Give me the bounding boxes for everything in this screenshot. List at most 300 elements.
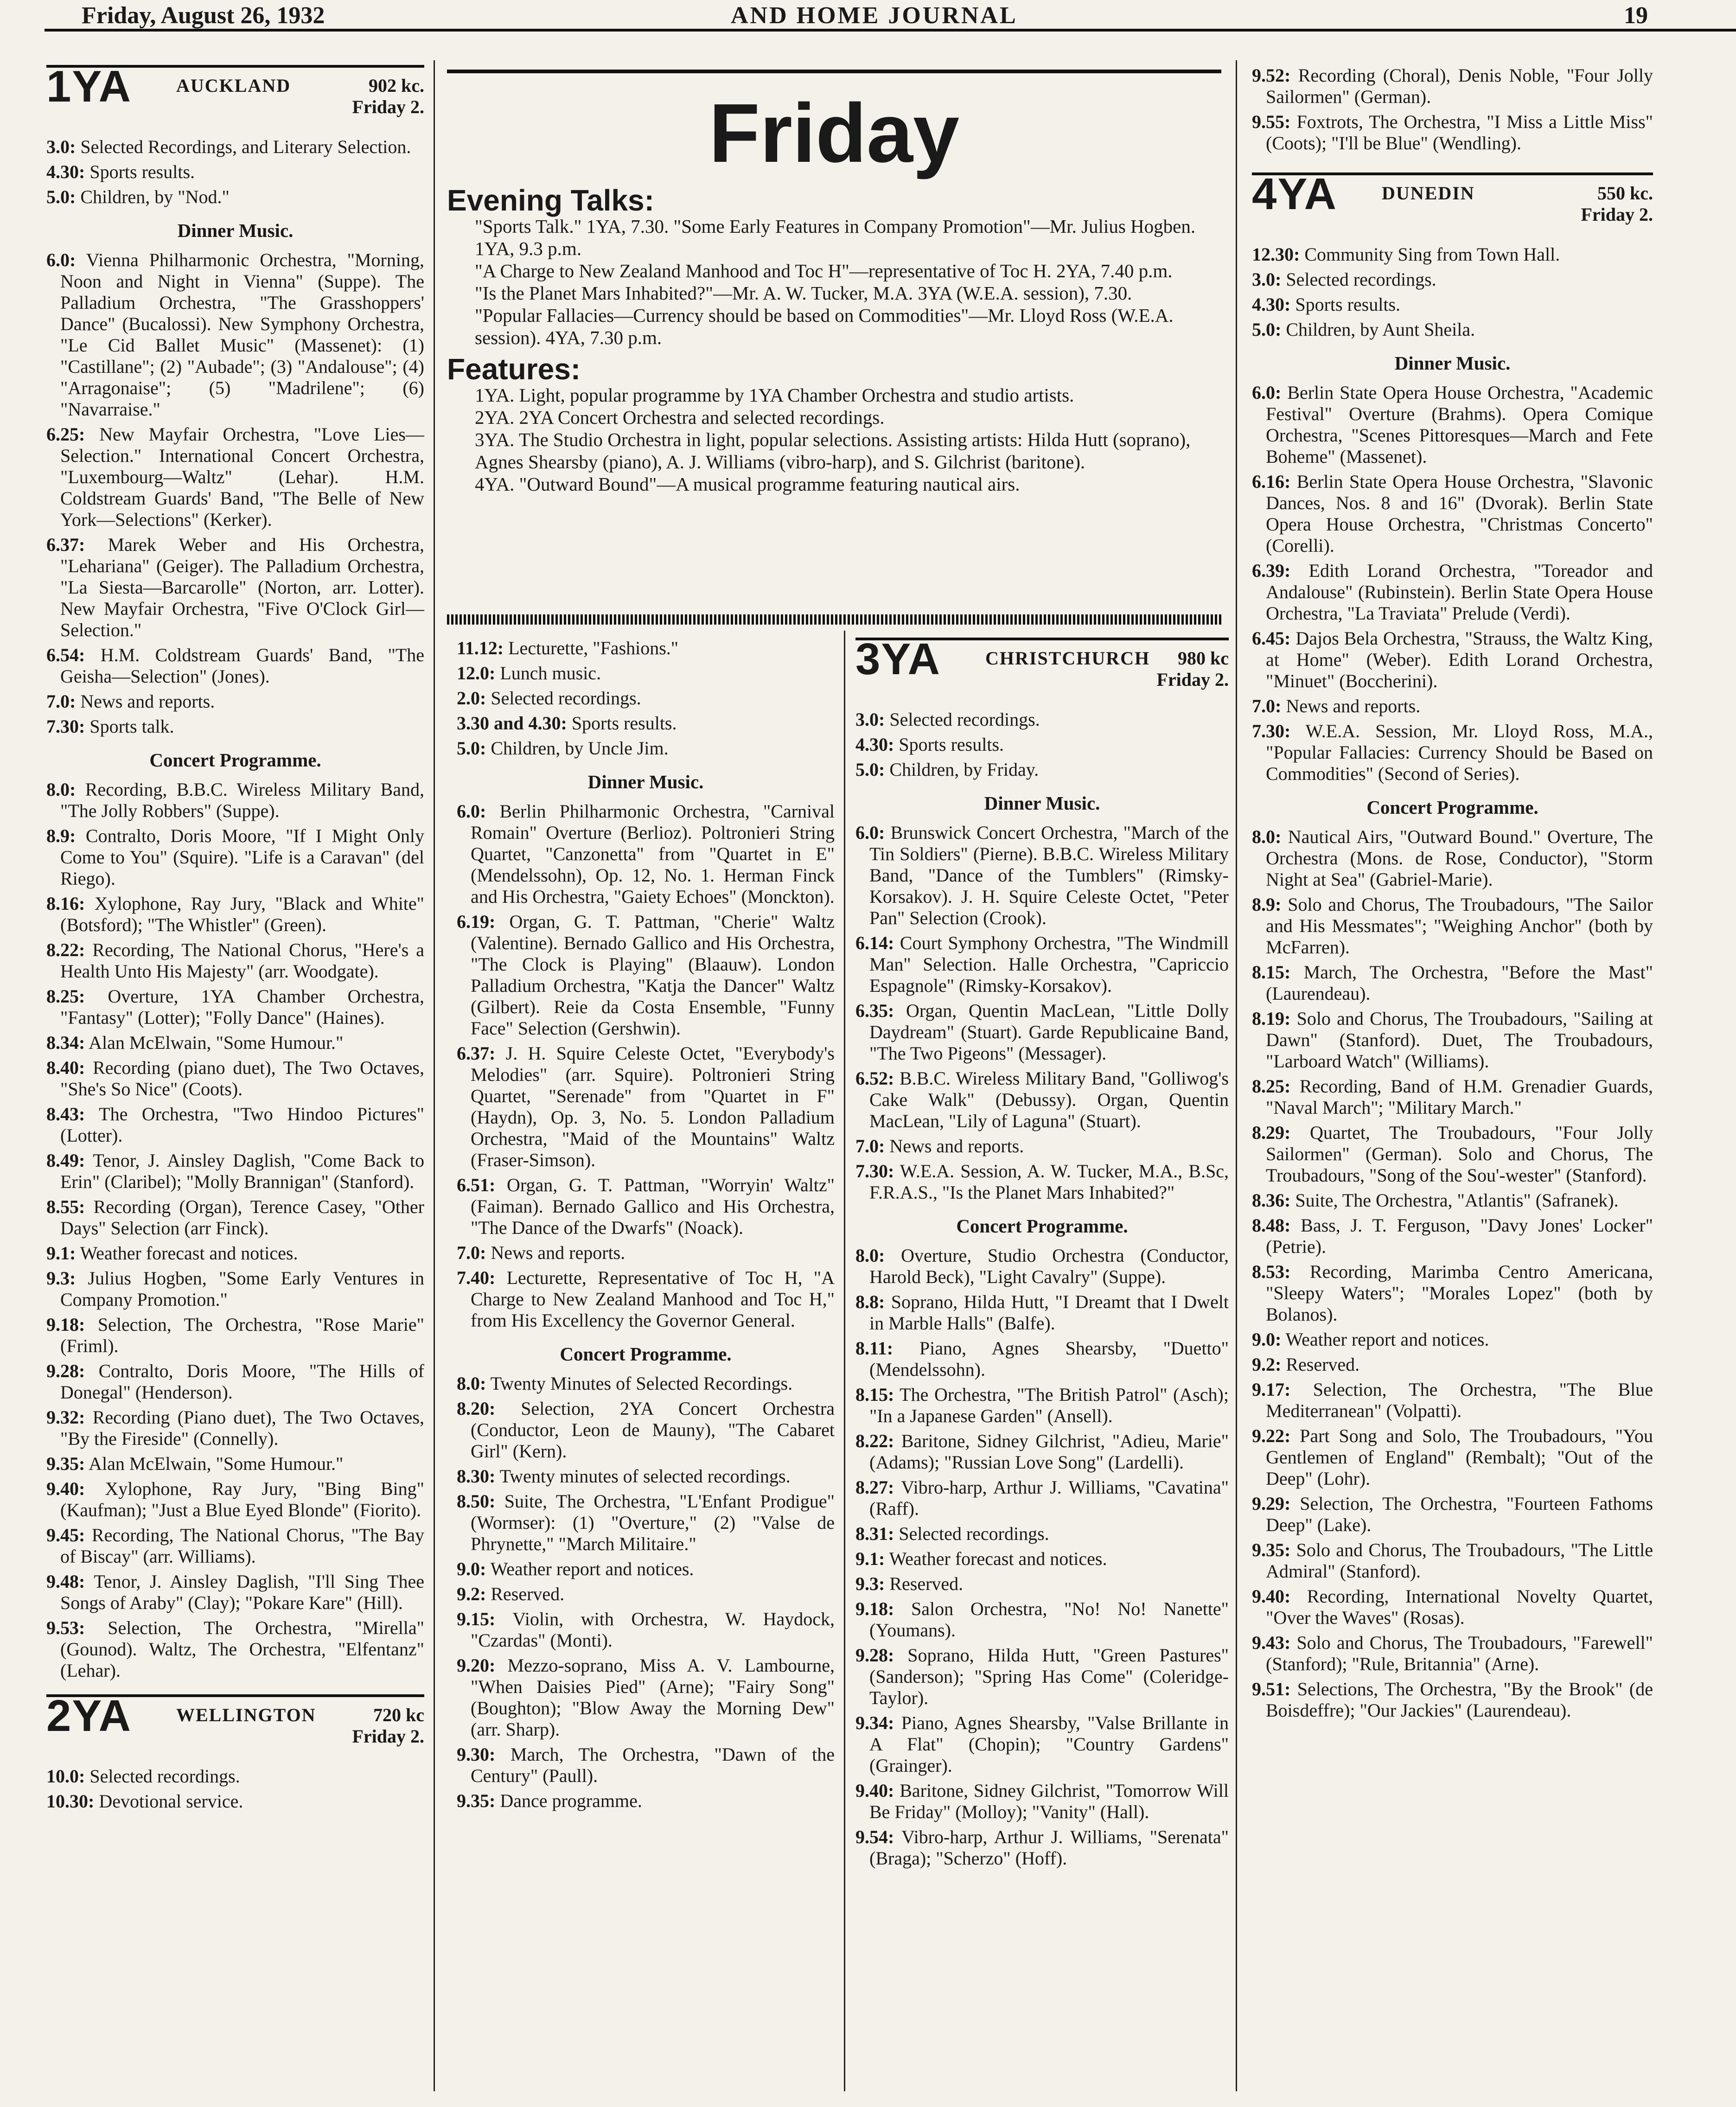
programme-description: Alan McElwain, "Some Humour." — [85, 1032, 344, 1053]
programme-time: 7.0: — [46, 691, 76, 712]
programme-description: Children, by "Nod." — [76, 186, 230, 207]
programme-description: Dajos Bela Orchestra, "Strauss, the Waltz King, at Home" (Weber). Edith Lorand Orchestra, "Minuet" (Boccherini). — [1266, 628, 1653, 691]
column-divider — [1236, 60, 1237, 2091]
programme-time: 5.0: — [855, 759, 885, 780]
station-call: 2YA — [46, 1691, 132, 1741]
programme-description: Overture, 1YA Chamber Orchestra, "Fantasy" (Lotter); "Folly Dance" (Haines). — [60, 986, 424, 1028]
programme-description: Brunswick Concert Orchestra, "March of the Tin Soldiers" (Pierne). B.B.C. Wireless Military Band, "Dance of the Tumblers" (Rimsky-Korsakov). J. H. Squire Celeste Octet, "Peter Pan" Selection (Crook). — [869, 822, 1229, 928]
station-header-1ya — [46, 62, 424, 127]
programme-item — [855, 1068, 1229, 1132]
section-heading: Dinner Music. — [587, 771, 704, 792]
programme-description: Court Symphony Orchestra, "The Windmill Man" Selection. Halle Orchestra, "Capriccio Espagnole" (Rimsky-Korsakov). — [869, 932, 1229, 996]
programme-description: Selection, The Orchestra, "Fourteen Fathoms Deep" (Lake). — [1266, 1493, 1653, 1535]
programme-time: 8.43: — [46, 1104, 85, 1124]
programme-time: 11.12: — [457, 638, 504, 658]
programme-time: 7.30: — [46, 716, 85, 737]
programme-time: 10.30: — [46, 1791, 95, 1812]
talks-list — [447, 215, 1221, 349]
programme-item — [46, 249, 424, 420]
programme-item — [855, 709, 1229, 730]
station-header-3ya — [855, 634, 1229, 700]
page-header — [45, 0, 1736, 32]
programme-description: Solo and Chorus, The Troubadours, "The Little Admiral" (Stanford). — [1266, 1539, 1653, 1582]
programme-description: Bass, J. T. Ferguson, "Davy Jones' Locker" (Petrie). — [1266, 1215, 1653, 1257]
programme-time: 9.3: — [855, 1573, 885, 1594]
programme-description: Lunch music. — [495, 663, 601, 683]
programme-item — [46, 1360, 424, 1403]
programme-item — [46, 1032, 424, 1054]
programme-item — [855, 1645, 1229, 1709]
programme-item — [1252, 560, 1653, 624]
programme-description: The Orchestra, "The British Patrol" (Asch); "In a Japanese Garden" (Ansell). — [869, 1384, 1229, 1426]
programme-time: 8.53: — [1252, 1261, 1291, 1282]
friday-summary-box — [447, 70, 1221, 495]
section-heading: Concert Programme. — [956, 1215, 1128, 1237]
programme-item — [855, 1161, 1229, 1203]
day-heading: Friday — [708, 87, 960, 180]
programme-item — [1252, 319, 1653, 340]
programme-time: 6.37: — [46, 534, 85, 555]
section-heading: Concert Programme. — [149, 749, 321, 771]
programme-description: Piano, Agnes Shearsby, "Duetto" (Mendelssohn). — [869, 1338, 1229, 1380]
programme-description: Berlin Philharmonic Orchestra, "Carnival Romain" Overture (Berlioz). Poltronieri String Quartet, "Canzonetta" from "Quartet in E" (Mendelssohn), Op. 12, No. 1. Herman Finck and His Orchestra, "Gaiety Echoes" (Monckton). — [471, 801, 835, 907]
station-call: 1YA — [46, 62, 132, 111]
programme-description: The Orchestra, "Two Hindoo Pictures" (Lotter). — [60, 1104, 424, 1146]
programme-time: 2.0: — [457, 688, 486, 709]
programme-item — [855, 1598, 1229, 1641]
programme-description: Solo and Chorus, The Troubadours, "The Sailor and His Messmates"; "Weighing Anchor" (both by McFarren). — [1266, 894, 1653, 958]
programme-description: B.B.C. Wireless Military Band, "Golliwog's Cake Walk" (Debussy). Organ, Quentin MacLean, "Lily of Laguna" (Stuart). — [869, 1068, 1229, 1131]
section-heading: Concert Programme. — [1366, 797, 1538, 818]
programme-item — [457, 1744, 835, 1787]
programme-item — [855, 1712, 1229, 1776]
programme-description: Sports results. — [894, 734, 1004, 755]
programme-time: 8.27: — [855, 1477, 894, 1498]
programme-description: Reserved. — [1281, 1354, 1360, 1375]
programme-description: March, The Orchestra, "Before the Mast" (Laurendeau). — [1266, 962, 1653, 1004]
programme-description: News and reports. — [486, 1242, 625, 1263]
programme-time: 8.9: — [46, 825, 76, 846]
programme-time: 8.15: — [1252, 962, 1291, 983]
programme-time: 9.53: — [46, 1617, 85, 1638]
programme-time: 8.0: — [46, 779, 76, 800]
programme-time: 12.0: — [457, 663, 496, 683]
programme-time: 9.15: — [457, 1609, 496, 1629]
programme-description: Edith Lorand Orchestra, "Toreador and Andalouse" (Rubinstein). Berlin State Opera House Orchestra, "La Traviata" Prelude (Verdi). — [1266, 560, 1653, 624]
station-day: Friday 2. — [1156, 669, 1229, 690]
evening-talks — [447, 184, 1221, 349]
programme-description: Berlin State Opera House Orchestra, "Academic Festival" Overture (Brahms). Opera Comique Orchestra, "Scenes Pittoresques—March and Fete Boheme" (Massenet). — [1266, 382, 1653, 467]
programme-description: Reserved. — [486, 1583, 565, 1604]
programme-item — [46, 186, 424, 208]
decorative-rule — [447, 614, 1221, 625]
programme-description: Soprano, Hilda Hutt, "I Dreamt that I Dwelt in Marble Halls" (Balfe). — [869, 1291, 1229, 1334]
programme-item — [457, 1267, 835, 1331]
programme-item — [855, 1245, 1229, 1288]
programme-description: News and reports. — [885, 1136, 1024, 1156]
summary-line: "A Charge to New Zealand Manhood and Toc H"—representative of Toc H. 2YA, 7.40 p.m. — [475, 260, 1173, 281]
programme-description: Devotional service. — [94, 1791, 243, 1812]
programme-time: 9.2: — [1252, 1354, 1282, 1375]
programme-description: Alan McElwain, "Some Humour." — [85, 1453, 344, 1474]
programme-item — [46, 986, 424, 1028]
programme-item — [46, 1766, 424, 1787]
programme-time: 9.40: — [46, 1478, 85, 1499]
programme-item — [46, 893, 424, 936]
programme-description: News and reports. — [1281, 696, 1421, 716]
programme-description: Violin, with Orchestra, W. Haydock, "Czardas" (Monti). — [471, 1609, 835, 1651]
programme-description: Piano, Agnes Shearsby, "Valse Brillante in A Flat" (Chopin); "Country Gardens" (Grainger). — [869, 1712, 1229, 1776]
programme-list — [46, 249, 424, 737]
programme-item — [855, 822, 1229, 929]
programme-time: 8.49: — [46, 1150, 85, 1171]
programme-time: 5.0: — [1252, 319, 1282, 340]
section-heading: Dinner Music. — [1394, 352, 1511, 374]
programme-item — [457, 1583, 835, 1605]
programme-description: Children, by Friday. — [885, 759, 1039, 780]
programme-description: Recording, Band of H.M. Grenadier Guards, "Naval March"; "Military March." — [1266, 1076, 1653, 1118]
programme-description: Twenty Minutes of Selected Recordings. — [486, 1373, 793, 1394]
programme-item — [1252, 826, 1653, 890]
programme-time: 8.22: — [855, 1430, 894, 1451]
programme-item — [46, 645, 424, 687]
programme-item — [855, 932, 1229, 996]
section-heading: Dinner Music. — [177, 220, 294, 241]
programme-description: J. H. Squire Celeste Octet, "Everybody's Melodies" (arr. Squire). Poltronieri String Quartet, "Serenade" from "Quartet in F" (Haydn), Op. 3, No. 5. London Palladium Orchestra, "Maid of the Mountains" Waltz (Fraser-Simson). — [471, 1043, 835, 1170]
programme-time: 6.0: — [46, 249, 76, 270]
programme-time: 8.16: — [46, 893, 85, 914]
programme-description: Recording (Piano duet), The Two Octaves, "By the Fireside" (Connelly). — [60, 1407, 424, 1449]
programme-item — [855, 1384, 1229, 1427]
programme-item — [46, 825, 424, 889]
programme-description: Contralto, Doris Moore, "The Hills of Donegal" (Henderson). — [60, 1360, 424, 1403]
programme-time: 9.28: — [855, 1645, 894, 1666]
programme-item — [1252, 1190, 1653, 1211]
programme-list — [1252, 65, 1653, 154]
programme-time: 9.30: — [457, 1744, 496, 1765]
programme-time: 7.40: — [457, 1267, 496, 1288]
programme-description: Mezzo-soprano, Miss A. V. Lambourne, "When Daisies Pied" (Arne); "Fairy Song" (Boughton); "Blow Away the Morning Dew" (arr. Sharp). — [471, 1655, 835, 1740]
programme-item — [1252, 1425, 1653, 1489]
programme-list — [855, 709, 1229, 780]
programme-time: 8.30: — [457, 1466, 496, 1487]
programme-item — [1252, 1215, 1653, 1258]
programme-description: News and reports. — [76, 691, 215, 712]
programme-item — [457, 713, 835, 734]
programme-item — [46, 1268, 424, 1310]
programme-item — [855, 1523, 1229, 1545]
programme-time: 3.0: — [1252, 269, 1282, 290]
programme-description: Selections, The Orchestra, "By the Brook" (de Boisdeffre); "Our Jackies" (Laurendeau). — [1266, 1679, 1653, 1721]
station-day: Friday 2. — [1581, 204, 1653, 225]
header-date: Friday, August 26, 1932 — [82, 2, 325, 29]
programme-description: Recording, The National Chorus, "Here's a Health Unto His Majesty" (arr. Woodgate). — [60, 939, 424, 982]
programme-description: Recording (Choral), Denis Noble, "Four Jolly Sailormen" (German). — [1266, 65, 1653, 107]
programme-item — [46, 1243, 424, 1264]
programme-description: Selected recordings. — [85, 1766, 240, 1787]
programme-description: Community Sing from Town Hall. — [1300, 244, 1560, 265]
programme-description: Recording, International Novelty Quartet, "Over the Waves" (Rosas). — [1266, 1586, 1653, 1628]
programme-item — [457, 1466, 835, 1487]
summary-line: "Popular Fallacies—Currency should be based on Commodities"—Mr. Lloyd Ross (W.E.A. session). 4YA, 7.30 p.m. — [475, 305, 1174, 348]
programme-time: 8.11: — [855, 1338, 894, 1359]
programme-description: Julius Hogben, "Some Early Ventures in Company Promotion." — [60, 1268, 424, 1310]
programme-time: 6.51: — [457, 1175, 496, 1195]
station-header-4ya — [1252, 169, 1653, 235]
programme-description: Twenty minutes of selected recordings. — [495, 1466, 791, 1487]
station-call: 3YA — [855, 634, 941, 684]
programme-time: 8.25: — [46, 986, 85, 1007]
header-title: AND HOME JOURNAL — [731, 2, 1018, 29]
programme-time: 6.52: — [855, 1068, 894, 1089]
programme-description: Selected Recordings, and Literary Selection. — [76, 136, 411, 157]
programme-item — [46, 716, 424, 737]
programme-time: 5.0: — [46, 186, 76, 207]
programme-description: Vienna Philharmonic Orchestra, "Morning, Noon and Night in Vienna" (Suppe). The Palladium Orchestra, "The Grasshoppers' Dance" (Bucalossi). New Symphony Orchestra, "Le Cid Ballet Music" (Massenet): (1) "Castillane"; (2) "Aubade"; (3) "Andalouse"; (4) "Arragonaise"; (5) "Madrilene"; (6) "Navarraise." — [60, 249, 424, 420]
programme-time: 3.0: — [855, 709, 885, 730]
features — [447, 352, 1221, 495]
programme-time: 10.0: — [46, 1766, 85, 1787]
programme-list — [855, 1245, 1229, 1869]
programme-description: Selection, The Orchestra, "Rose Marie" (Friml). — [60, 1314, 424, 1356]
programme-item — [457, 1558, 835, 1580]
programme-time: 7.30: — [1252, 721, 1291, 741]
station-header-2ya — [46, 1691, 424, 1756]
programme-time: 6.35: — [855, 1000, 894, 1021]
programme-time: 6.16: — [1252, 471, 1291, 492]
programme-description: Selected recordings. — [885, 709, 1040, 730]
programme-time: 7.0: — [1252, 696, 1282, 716]
programme-time: 8.9: — [1252, 894, 1282, 915]
programme-list — [457, 801, 835, 1331]
programme-list — [457, 638, 835, 759]
programme-item — [1252, 65, 1653, 108]
section-heading: Dinner Music. — [984, 792, 1100, 814]
programme-item — [46, 1314, 424, 1357]
programme-time: 8.40: — [46, 1057, 85, 1078]
programme-item — [855, 1826, 1229, 1869]
programme-time: 4.30: — [855, 734, 894, 755]
programme-description: Suite, The Orchestra, "Atlantis" (Safranek). — [1290, 1190, 1619, 1211]
programme-item — [46, 939, 424, 982]
programme-time: 8.20: — [457, 1398, 496, 1419]
programme-description: Selected recordings. — [894, 1523, 1049, 1544]
programme-description: Sports results. — [567, 713, 677, 734]
programme-time: 8.55: — [46, 1196, 85, 1217]
column-4ya — [1252, 65, 1653, 1725]
programme-description: Recording, The National Chorus, "The Bay of Biscay" (arr. Williams). — [60, 1525, 424, 1567]
page-number: 19 — [1624, 2, 1648, 29]
programme-time: 8.25: — [1252, 1076, 1291, 1097]
programme-time: 8.15: — [855, 1384, 894, 1405]
programme-item — [457, 1175, 835, 1239]
programme-list — [46, 1766, 424, 1812]
programme-description: March, The Orchestra, "Dawn of the Century" (Paull). — [471, 1744, 835, 1786]
programme-item — [855, 1430, 1229, 1473]
programme-description: Selected recordings. — [1281, 269, 1436, 290]
programme-item — [855, 1136, 1229, 1157]
programme-item — [1252, 269, 1653, 290]
programme-description: Lecturette, "Fashions." — [504, 638, 679, 658]
programme-description: Baritone, Sidney Gilchrist, "Adieu, Marie" (Adams); "Russian Love Song" (Lardelli). — [869, 1430, 1229, 1473]
programme-item — [1252, 1122, 1653, 1186]
programme-time: 9.29: — [1252, 1493, 1291, 1514]
programme-description: New Mayfair Orchestra, "Love Lies—Selection." International Concert Orchestra, "Luxembourg—Waltz" (Lehar). H.M. Coldstream Guards' Band, "The Belle of New York—Selections" (Kerker). — [60, 424, 424, 530]
summary-line: 4YA. "Outward Bound"—A musical programme featuring nautical airs. — [475, 473, 1020, 495]
programme-description: Solo and Chorus, The Troubadours, "Farewell" (Stanford); "Rule, Britannia" (Arne). — [1266, 1632, 1653, 1674]
programme-time: 6.19: — [457, 911, 496, 932]
programme-item — [457, 1655, 835, 1740]
programme-time: 9.45: — [46, 1525, 85, 1545]
programme-description: Organ, G. T. Pattman, "Worryin' Waltz" (Faiman). Bernado Gallico and His Orchestra, "The Dance of the Dwarfs" (Noack). — [471, 1175, 835, 1238]
programme-item — [855, 1338, 1229, 1380]
summary-line: 2YA. 2YA Concert Orchestra and selected recordings. — [475, 407, 885, 428]
programme-time: 8.0: — [1252, 826, 1282, 847]
programme-time: 9.35: — [46, 1453, 85, 1474]
programme-description: Foxtrots, The Orchestra, "I Miss a Little Miss" (Coots); "I'll be Blue" (Wendling). — [1266, 111, 1653, 153]
programme-time: 3.0: — [46, 136, 76, 157]
programme-item — [46, 424, 424, 530]
station-call: 4YA — [1252, 169, 1337, 219]
programme-description: Organ, Quentin MacLean, "Little Dolly Daydream" (Stuart). Garde Republicaine Band, "The Two Pigeons" (Messager). — [869, 1000, 1229, 1064]
programme-time: 9.20: — [457, 1655, 496, 1676]
programme-item — [46, 1196, 424, 1239]
summary-line: "Sports Talk." 1YA, 7.30. "Some Early Features in Company Promotion"—Mr. Julius Hogben. 1YA, 9.3 p.m. — [475, 216, 1196, 259]
programme-description: Dance programme. — [495, 1790, 642, 1811]
programme-description: Vibro-harp, Arthur J. Williams, "Cavatina" (Raff). — [869, 1477, 1229, 1519]
programme-time: 6.54: — [46, 645, 85, 665]
programme-time: 9.1: — [46, 1243, 76, 1264]
programme-item — [457, 1609, 835, 1651]
programme-time: 7.30: — [855, 1161, 894, 1181]
features-label: Features: — [447, 352, 581, 386]
programme-item — [457, 801, 835, 907]
column-2ya-continued — [457, 638, 835, 1815]
programme-item — [457, 638, 835, 659]
programme-item — [1252, 1493, 1653, 1536]
programme-item — [457, 1491, 835, 1555]
programme-item — [855, 1548, 1229, 1570]
column-divider — [844, 631, 845, 2091]
programme-description: Selection, The Orchestra, "Mirella" (Gounod). Waltz, The Orchestra, "Elfentanz" (Lehar). — [60, 1617, 424, 1681]
programme-time: 9.18: — [46, 1314, 85, 1335]
programme-time: 8.22: — [46, 939, 85, 960]
programme-description: Reserved. — [885, 1573, 964, 1594]
programme-item — [457, 1790, 835, 1812]
programme-item — [46, 779, 424, 822]
programme-item — [46, 691, 424, 712]
programme-time: 9.35: — [457, 1790, 496, 1811]
programme-item — [1252, 1679, 1653, 1721]
programme-time: 9.1: — [855, 1548, 885, 1569]
programme-description: Salon Orchestra, "No! No! Nanette" (Youmans). — [869, 1598, 1229, 1641]
programme-time: 8.50: — [457, 1491, 496, 1512]
programme-time: 6.25: — [46, 424, 85, 445]
programme-item — [457, 663, 835, 684]
programme-time: 9.34: — [855, 1712, 894, 1733]
programme-description: W.E.A. Session, Mr. Lloyd Ross, M.A., "Popular Fallacies: Currency Should be Based on Commodities" (Second of Series). — [1266, 721, 1653, 784]
summary-line: 1YA. Light, popular programme by 1YA Chamber Orchestra and studio artists. — [475, 384, 1074, 406]
programme-item — [46, 1617, 424, 1681]
programme-item — [1252, 721, 1653, 785]
station-frequency: 550 kc. — [1597, 183, 1653, 204]
programme-description: H.M. Coldstream Guards' Band, "The Geisha—Selection" (Jones). — [60, 645, 424, 687]
programme-item — [1252, 1632, 1653, 1675]
features-list — [447, 384, 1221, 495]
programme-description: Xylophone, Ray Jury, "Black and White" (Botsford); "The Whistler" (Green). — [60, 893, 424, 935]
programme-item — [457, 1398, 835, 1462]
programme-time: 8.8: — [855, 1291, 885, 1312]
programme-description: Weather report and notices. — [1281, 1329, 1489, 1350]
programme-description: Overture, Studio Orchestra (Conductor, Harold Beck), "Light Cavalry" (Suppe). — [869, 1245, 1229, 1287]
station-city: AUCKLAND — [176, 75, 291, 96]
programme-time: 8.0: — [457, 1373, 486, 1394]
programme-time: 8.34: — [46, 1032, 85, 1053]
programme-time: 9.40: — [855, 1780, 894, 1801]
programme-description: Sports results. — [1290, 294, 1401, 315]
programme-item — [46, 1571, 424, 1614]
programme-time: 9.51: — [1252, 1679, 1291, 1699]
programme-time: 12.30: — [1252, 244, 1300, 265]
programme-time: 9.28: — [46, 1360, 85, 1381]
programme-list — [1252, 826, 1653, 1721]
programme-item — [855, 734, 1229, 755]
programme-time: 9.48: — [46, 1571, 85, 1592]
programme-time: 6.14: — [855, 932, 894, 953]
programme-list — [1252, 382, 1653, 785]
programme-item — [46, 1407, 424, 1449]
programme-description: Tenor, J. Ainsley Daglish, "I'll Sing Thee Songs of Araby" (Clay); "Pokare Kare" (Hill). — [60, 1571, 424, 1613]
programme-description: Recording, B.B.C. Wireless Military Band, "The Jolly Robbers" (Suppe). — [60, 779, 424, 821]
programme-item — [1252, 894, 1653, 958]
station-city: WELLINGTON — [176, 1705, 316, 1725]
programme-item — [46, 1104, 424, 1146]
programme-list — [457, 1373, 835, 1812]
programme-item — [1252, 1076, 1653, 1118]
programme-description: Contralto, Doris Moore, "If I Might Only Come to You" (Squire). "Life is a Caravan" (del Riego). — [60, 825, 424, 889]
column-divider — [434, 60, 435, 2091]
programme-item — [1252, 1379, 1653, 1422]
programme-item — [1252, 1354, 1653, 1375]
programme-description: Suite, The Orchestra, "L'Enfant Prodigue" (Wormser): (1) "Overture," (2) "Valse de Phrynette," "March Militaire." — [471, 1491, 835, 1554]
programme-description: Solo and Chorus, The Troubadours, "Sailing at Dawn" (Stanford). Duet, The Troubadours, "Larboard Watch" (Williams). — [1266, 1008, 1653, 1072]
programme-description: Tenor, J. Ainsley Daglish, "Come Back to Erin" (Claribel); "Molly Brannigan" (Stanford). — [60, 1150, 424, 1192]
programme-description: Berlin State Opera House Orchestra, "Slavonic Dances, Nos. 8 and 16" (Dvorak). Berlin State Opera House Orchestra, "Christmas Concerto" (Corelli). — [1266, 471, 1653, 556]
programme-description: Selection, 2YA Concert Orchestra (Conductor, Leon de Mauny), "The Cabaret Girl" (Kern). — [471, 1398, 835, 1462]
programme-item — [1252, 1539, 1653, 1582]
programme-time: 8.0: — [855, 1245, 885, 1266]
programme-description: Selected recordings. — [486, 688, 641, 709]
station-day: Friday 2. — [352, 96, 424, 117]
programme-item — [46, 1453, 424, 1475]
programme-description: Weather forecast and notices. — [76, 1243, 298, 1264]
programme-description: Sports talk. — [85, 716, 174, 737]
programme-description: Baritone, Sidney Gilchrist, "Tomorrow Will Be Friday" (Molloy); "Vanity" (Hall). — [869, 1780, 1229, 1822]
programme-list — [46, 779, 424, 1681]
programme-description: Children, by Aunt Sheila. — [1281, 319, 1475, 340]
programme-description: Lecturette, Representative of Toc H, "A Charge to New Zealand Manhood and Toc H," from His Excellency the Governor General. — [471, 1267, 835, 1331]
programme-description: Children, by Uncle Jim. — [486, 738, 669, 759]
programme-time: 9.43: — [1252, 1632, 1291, 1653]
programme-item — [457, 1373, 835, 1394]
programme-item — [1252, 294, 1653, 315]
programme-description: Quartet, The Troubadours, "Four Jolly Sailormen" (German). Solo and Chorus, The Troubadours, "Song of the Sou'-wester" (Stanford). — [1266, 1122, 1653, 1186]
programme-time: 9.35: — [1252, 1539, 1291, 1560]
programme-time: 9.22: — [1252, 1425, 1291, 1446]
programme-description: Marek Weber and His Orchestra, "Lehariana" (Geiger). The Palladium Orchestra, "La Siesta—Barcarolle" (Norton, arr. Lotter). New Mayfair Orchestra, "Five O'Clock Girl—Selection." — [60, 534, 424, 640]
programme-time: 9.0: — [457, 1558, 486, 1579]
programme-list — [46, 136, 424, 208]
